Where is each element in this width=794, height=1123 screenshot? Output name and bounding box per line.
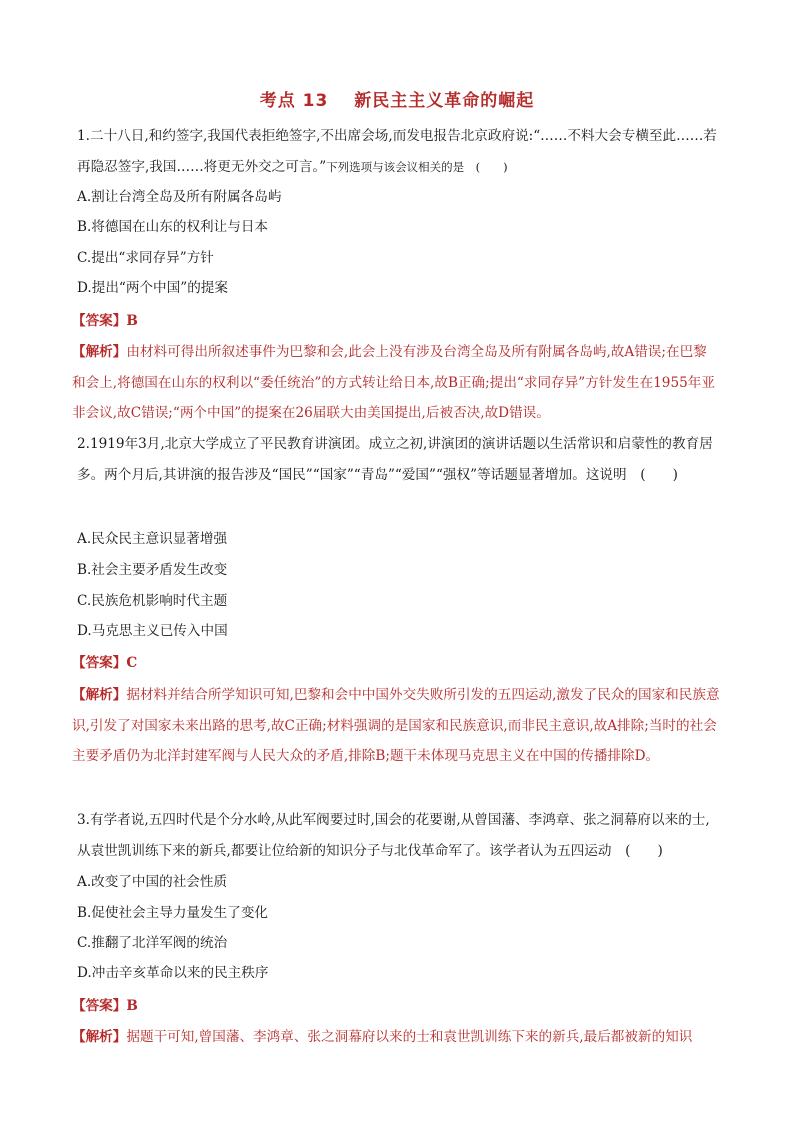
question-2-option-d: D.马克思主义已传入中国 — [77, 623, 228, 639]
question-2-option-c: C.民族危机影响时代主题 — [77, 593, 228, 609]
page-title — [0, 86, 794, 111]
question-1-option-b: B.将德国在山东的权利让与日本 — [77, 219, 269, 235]
question-1-answer: 【答案】B — [72, 313, 138, 329]
question-1-stem-tail: 下列选项与该会议相关的是 ( ) — [326, 159, 508, 174]
title-name: 新民主主义革命的崛起 — [354, 91, 535, 111]
title-code: 考点 13 — [259, 91, 329, 111]
question-3-option-c: C.推翻了北洋军阀的统治 — [77, 935, 228, 951]
question-3-answer: 【答案】B — [72, 998, 138, 1014]
question-2-option-b: B.社会主要矛盾发生改变 — [77, 562, 228, 578]
question-1-option-a: A.割让台湾全岛及所有附属各岛屿 — [77, 189, 282, 205]
question-2-answer: 【答案】C — [72, 655, 138, 671]
question-3-stem: 3.有学者说,五四时代是个分水岭,从此军阀要过时,国会的花要谢,从曾国藩、李鸿章、张之洞幕府以来的士,从袁世凯训练下来的新兵,都要让位给新的知识分子与北伐革命军了。该学者认为五四运动 ( ) — [77, 812, 710, 859]
question-2-stem: 2.1919年3月,北京大学成立了平民教育讲演团。成立之初,讲演团的演讲话题以生活常识和启蒙性的教育居多。两个月后,其讲演的报告涉及“国民”“国家”“青岛”“爱国”“强权”等话题显著增加。这说明 ( ) — [77, 436, 713, 483]
question-3-analysis: 【解析】据题干可知,曾国藩、李鸿章、张之洞幕府以来的士和袁世凯训练下来的新兵,最后都被新的知识 — [72, 1029, 693, 1045]
question-2-option-a: A.民众民主意识显著增强 — [77, 531, 228, 547]
question-3-option-a: A.改变了中国的社会性质 — [77, 874, 228, 890]
question-2-analysis: 【解析】据材料并结合所学知识可知,巴黎和会中中国外交失败所引发的五四运动,激发了民众的国家和民族意识,引发了对国家未来出路的思考,故C正确;材料强调的是国家和民族意识,而非民主意识,故A排除;当时的社会主要矛盾仍为北洋封建军阀与人民大众的矛盾,排除B;题干未体现马克思主义在中国的传播排除D。 — [72, 687, 720, 764]
question-1-option-d: D.提出“两个中国”的提案 — [77, 280, 228, 296]
question-1-option-c: C.提出“求同存异”方针 — [77, 250, 214, 266]
question-3-option-d: D.冲击辛亥革命以来的民主秩序 — [77, 965, 269, 981]
question-1-stem: 1.二十八日,和约签字,我国代表拒绝签字,不出席会场,而发电报告北京政府说:“……不料大会专横至此……若再隐忍签字,我国……将更无外交之可言。”下列选项与该会议相关的是 ( ) — [77, 128, 717, 175]
question-1-analysis: 【解析】由材料可得出所叙述事件为巴黎和会,此会上没有涉及台湾全岛及所有附属各岛屿,故A错误;在巴黎和会上,将德国在山东的权利以“委任统治”的方式转让给日本,故B正确;提出“求同存异”方针发生在1955年亚非会议,故C错误;“两个中国”的提案在26届联大由美国提出,后被否决,故D错误。 — [72, 344, 715, 421]
question-3-option-b: B.促使社会主导力量发生了变化 — [77, 905, 269, 921]
